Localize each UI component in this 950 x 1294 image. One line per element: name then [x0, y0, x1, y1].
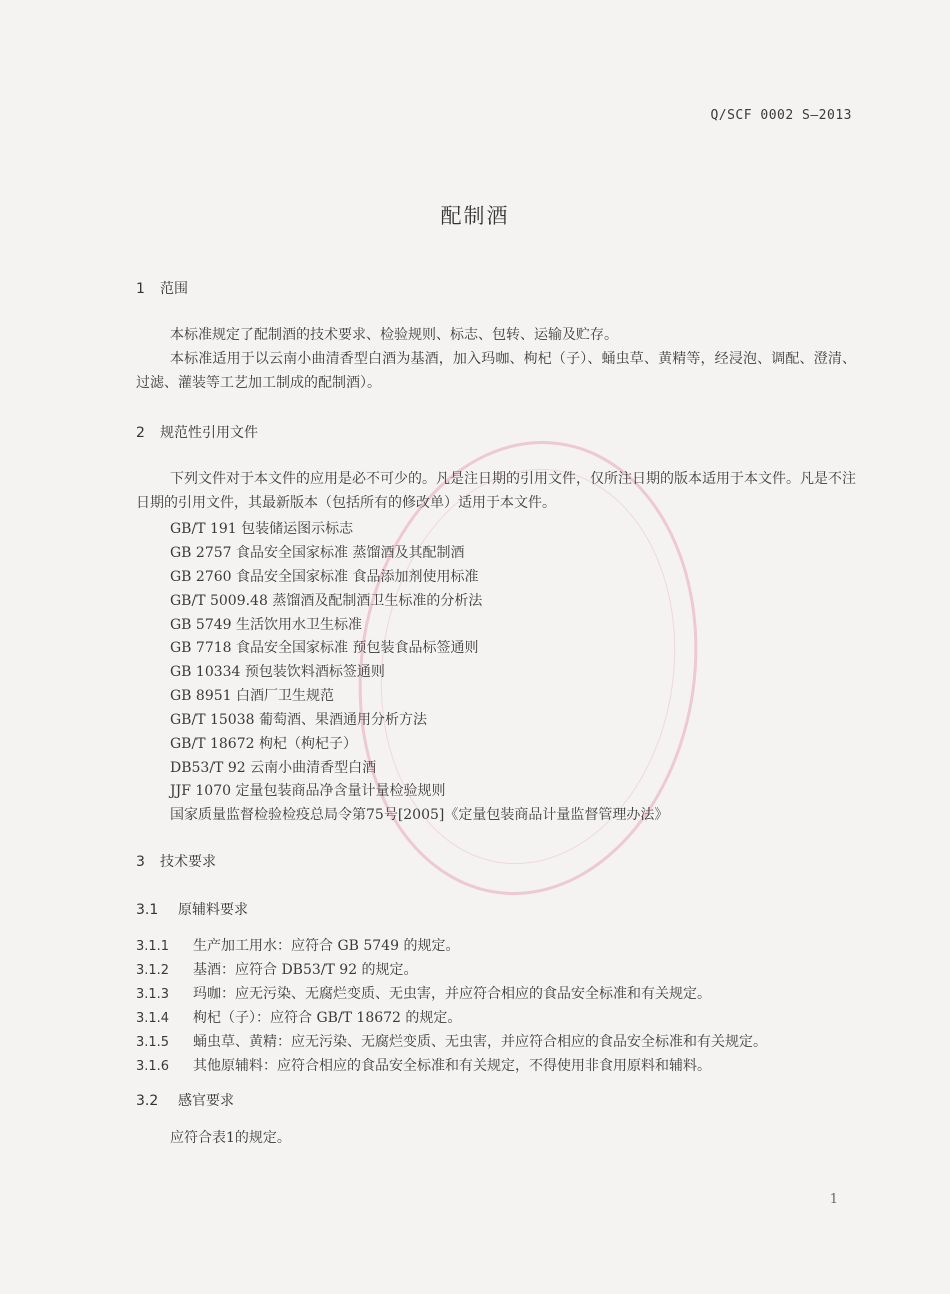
section-number: 2: [136, 425, 145, 441]
clause-text: 基酒：应符合 DB53/T 92 的规定。: [193, 962, 418, 978]
reference-item: GB 8951 白酒厂卫生规范: [170, 688, 335, 704]
section-number: 3: [136, 854, 145, 870]
section-3-heading: [136, 851, 216, 871]
clause-3-1-3: [136, 983, 711, 1003]
section-title: 规范性引用文件: [160, 425, 258, 441]
reference-item: GB 7718 食品安全国家标准 预包装食品标签通则: [170, 640, 479, 656]
section-number: 1: [136, 281, 145, 297]
reference-item: GB 5749 生活饮用水卫生标准: [170, 617, 363, 633]
reference-item: GB 2760 食品安全国家标准 食品添加剂使用标准: [170, 569, 479, 585]
clause-3-1-4: [136, 1007, 461, 1027]
clause-number: 3.1.2: [136, 963, 170, 978]
clause-number: 3.1.5: [136, 1035, 170, 1050]
reference-item: GB/T 15038 葡萄酒、果酒通用分析方法: [170, 712, 427, 728]
clause-3-1-2: [136, 959, 418, 979]
clause-3-1-1: [136, 935, 459, 955]
subsection-3-2-heading: [136, 1090, 234, 1110]
clause-text: 玛咖：应无污染、无腐烂变质、无虫害，并应符合相应的食品安全标准和有关规定。: [193, 986, 711, 1002]
clause-number: 3.1.1: [136, 939, 170, 954]
clause-3-1-5: [136, 1031, 767, 1051]
scope-paragraph-1: 本标准规定了配制酒的技术要求、检验规则、标志、包转、运输及贮存。: [170, 327, 618, 343]
subsection-title: 感官要求: [178, 1093, 234, 1109]
document-title: 配制酒: [440, 204, 510, 228]
scope-paragraph-2: 本标准适用于以云南小曲清香型白酒为基酒，加入玛咖、枸杞（子）、蛹虫草、黄精等，经浸泡、调配、澄清、过滤、灌装等工艺加工制成的配制酒）。: [136, 351, 856, 391]
page-number: 1: [829, 1192, 838, 1207]
clause-text: 蛹虫草、黄精：应无污染、无腐烂变质、无虫害，并应符合相应的食品安全标准和有关规定。: [193, 1034, 767, 1050]
clause-number: 3.1.3: [136, 987, 170, 1002]
clause-number: 3.1.4: [136, 1011, 170, 1026]
references-intro: 下列文件对于本文件的应用是必不可少的。凡是注日期的引用文件，仅所注日期的版本适用于本文件。凡是不注日期的引用文件，其最新版本（包括所有的修改单）适用于本文件。: [136, 471, 856, 511]
subsection-number: 3.1: [136, 902, 159, 918]
reference-item: GB 2757 食品安全国家标准 蒸馏酒及其配制酒: [170, 545, 465, 561]
clause-text: 生产加工用水：应符合 GB 5749 的规定。: [193, 938, 460, 954]
subsection-title: 原辅料要求: [178, 902, 248, 918]
reference-item: GB/T 5009.48 蒸馏酒及配制酒卫生标准的分析法: [170, 593, 483, 609]
section-2-heading: [136, 422, 258, 442]
section-title: 技术要求: [160, 854, 216, 870]
reference-item: GB/T 18672 枸杞（枸杞子）: [170, 736, 357, 752]
clause-text: 枸杞（子）：应符合 GB/T 18672 的规定。: [193, 1010, 462, 1026]
section-1-heading: [136, 278, 188, 298]
document-number: Q/SCF 0002 S—2013: [710, 108, 852, 123]
reference-item: DB53/T 92 云南小曲清香型白酒: [170, 760, 377, 776]
reference-item: JJF 1070 定量包装商品净含量计量检验规则: [170, 783, 446, 799]
sensory-requirement-text: 应符合表1的规定。: [170, 1130, 291, 1146]
clause-text: 其他原辅料：应符合相应的食品安全标准和有关规定，不得使用非食用原料和辅料。: [193, 1058, 711, 1074]
reference-item: 国家质量监督检验检疫总局令第75号[2005]《定量包装商品计量监督管理办法》: [170, 807, 669, 823]
reference-item: GB/T 191 包装储运图示标志: [170, 521, 354, 537]
subsection-number: 3.2: [136, 1093, 159, 1109]
section-title: 范围: [160, 281, 188, 297]
reference-item: GB 10334 预包装饮料酒标签通则: [170, 664, 385, 680]
clause-number: 3.1.6: [136, 1059, 170, 1074]
clause-3-1-6: [136, 1055, 711, 1075]
subsection-3-1-heading: [136, 899, 248, 919]
